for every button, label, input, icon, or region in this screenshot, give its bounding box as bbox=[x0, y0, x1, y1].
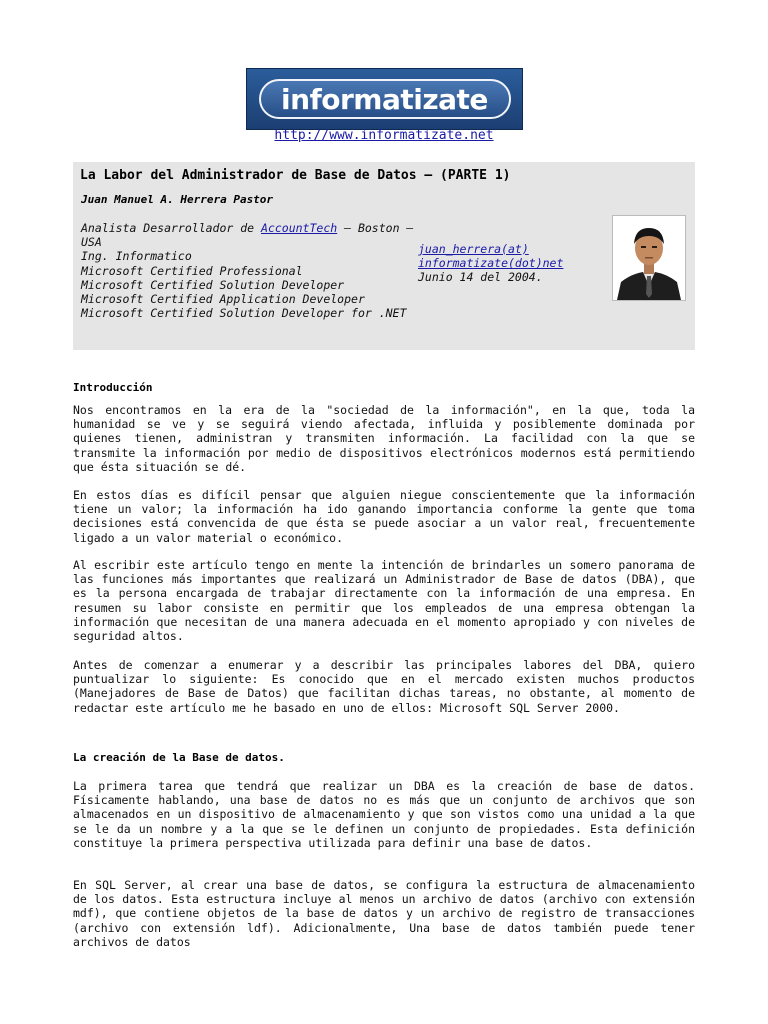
author-contact bbox=[418, 242, 593, 285]
author-photo bbox=[612, 215, 686, 301]
creds-prefix: Analista Desarrollador de bbox=[81, 221, 262, 235]
logo-banner bbox=[246, 68, 523, 130]
credential-3: Microsoft Certified Solution Developer bbox=[81, 277, 345, 292]
article-title: La Labor del Administrador de Base de Datos – (PARTE 1) bbox=[80, 168, 511, 183]
site-logo[interactable] bbox=[246, 68, 523, 130]
logo-text: informatizate bbox=[281, 82, 488, 116]
logo-pill bbox=[259, 79, 511, 119]
credential-4: Microsoft Certified Application Developer bbox=[81, 292, 365, 307]
creation-heading: La creación de la Base de datos. bbox=[73, 751, 285, 764]
credential-2: Microsoft Certified Professional bbox=[81, 263, 303, 278]
site-url-link[interactable]: http://www.informatizate.net bbox=[274, 128, 494, 143]
author-portrait-icon bbox=[613, 216, 685, 300]
creation-paragraph-2: En SQL Server, al crear una base de datos, se configura la estructura de almacenamiento de los datos. Esta estructura incluye al menos un archivo de datos (archivo con extensión mdf), que contiene objetos de la base de datos y un archivo de registro de transacciones (archivo con extensión ldf). Adicionalmente, Una base de datos también puede tener archivos de datos bbox=[73, 878, 695, 949]
email-link-line1[interactable]: juan_herrera(at) bbox=[418, 242, 529, 256]
intro-paragraph-3: Al escribir este artículo tengo en mente la intención de brindarles un somero panorama de las funciones más importantes que realizará un Administrador de Base de datos (DBA), que es la persona encargada de trabajar directamente con la información de una empresa. En resumen su labor consiste en permitir que los empleados de una empresa obtengan la información que necesitan de una manera adecuada en el momento apropiado y con niveles de seguridad altos. bbox=[73, 558, 695, 644]
email-link-line2[interactable]: informatizate(dot)net bbox=[418, 256, 564, 271]
author-credentials bbox=[81, 221, 416, 320]
intro-paragraph-2: En estos días es difícil pensar que alguien niegue conscientemente que la información tiene un valor; la información ha ido ganando importancia conforme la gente que toma decisiones está convencida de que ésta se puede asociar a un valor real, frecuentemente ligado a un valor material o económico. bbox=[73, 488, 695, 545]
creation-paragraph-1: La primera tarea que tendrá que realizar un DBA es la creación de base de datos. Físicamente hablando, una base de datos no es más que un conjunto de archivos que son almacenados en un dispositivo de almacenamiento y que son vistos como una unidad a la que se le da un nombre y a la que se le definen un conjunto de propiedades. Esta definición constituye la primera perspectiva utilizada para definir una base de datos. bbox=[73, 779, 695, 850]
publish-date: Junio 14 del 2004. bbox=[418, 270, 543, 285]
credential-5: Microsoft Certified Solution Developer for .NET bbox=[81, 306, 407, 321]
intro-paragraph-4: Antes de comenzar a enumerar y a describir las principales labores del DBA, quiero puntualizar lo siguiente: Es conocido que en el mercado existen muchos productos (Manejadores de Base de Datos) que facilitan dichas tareas, no obstante, al momento de redactar este artículo me he basado en uno de ellos: Microsoft SQL Server 2000. bbox=[73, 658, 695, 715]
intro-heading: Introducción bbox=[73, 381, 153, 394]
company-link[interactable]: AccountTech bbox=[261, 221, 338, 235]
intro-paragraph-1: Nos encontramos en la era de la "sociedad de la información", en la que, toda la humanidad se ve y se seguirá viendo afectada, influida y posiblemente dominada por quienes tienen, administran y transmiten información. La facilidad con la que se transmite la información por medio de dispositivos electrónicos modernos está permitiendo que ésta situación se dé. bbox=[73, 403, 695, 474]
credential-1: Ing. Informatico bbox=[81, 249, 192, 264]
author-name: Juan Manuel A. Herrera Pastor bbox=[81, 193, 274, 206]
creds-suffix: – Boston – USA bbox=[81, 221, 414, 250]
article-header bbox=[73, 162, 695, 350]
